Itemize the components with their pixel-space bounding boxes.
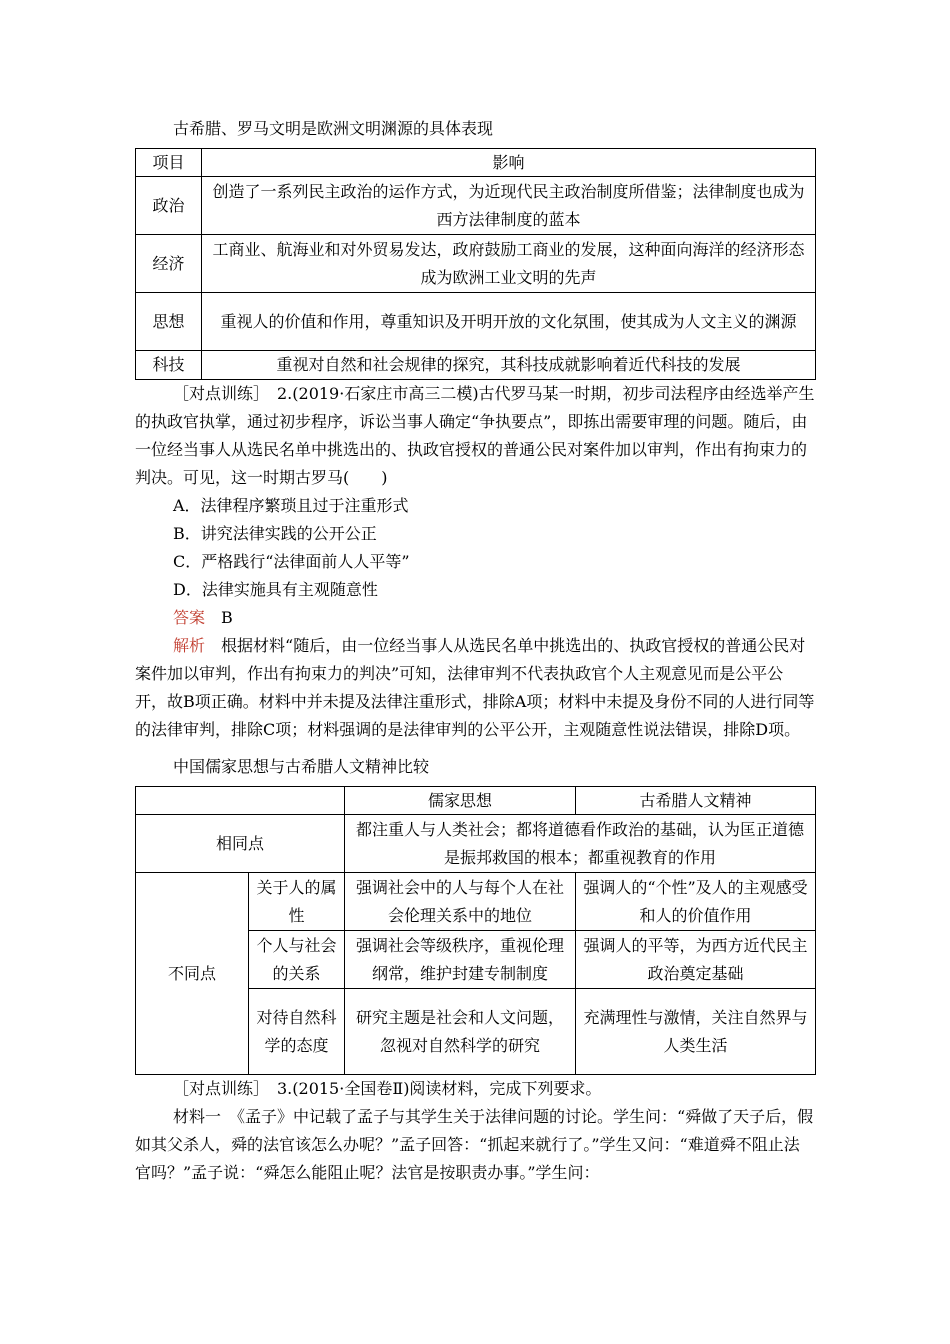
- option-c: C．严格践行“法律面前人人平等”: [173, 552, 410, 571]
- table1-item: 经济: [136, 235, 202, 293]
- question-3-stem: ［对点训练］ 3.(2015·全国卷Ⅱ)阅读材料，完成下列要求。: [173, 1079, 602, 1098]
- document-page: [135, 110, 815, 1187]
- similarities-label: 相同点: [136, 815, 345, 873]
- answer-label: 答案: [173, 608, 206, 627]
- table2-header-greek: 古希腊人文精神: [576, 787, 816, 815]
- greek-cell: 充满理性与激情，关注自然界与人类生活: [576, 989, 816, 1075]
- question-2-stem: ［对点训练］ 2.(2019·石家庄市高三二模)古代罗马某一时期，初步司法程序由经选举产生的执政官执掌，通过初步程序，诉讼当事人确定“争执要点”，即拣出需要审理的问题。随后，由一位经当事人从选民名单中挑选出的、执政官授权的普通公民对案件加以审判，作出有拘束力的判决。可见，这一时期古罗马( ): [135, 384, 815, 487]
- confucian-cell: 研究主题是社会和人文问题，忽视对自然科学的研究: [345, 989, 576, 1075]
- table2-header-confucian: 儒家思想: [345, 787, 576, 815]
- analysis-label: 解析: [173, 636, 206, 655]
- table1-item: 科技: [136, 351, 202, 380]
- answer-value: B: [205, 608, 233, 627]
- aspect-cell: 个人与社会的关系: [249, 931, 345, 989]
- table-row: [136, 177, 816, 235]
- table-row: [136, 873, 816, 931]
- table1-caption: 古希腊、罗马文明是欧洲文明渊源的具体表现: [173, 119, 494, 138]
- confucian-cell: 强调社会等级秩序，重视伦理纲常，维护封建专制制度: [345, 931, 576, 989]
- table-row: [136, 815, 816, 873]
- option-a: A．法律程序繁琐且过于注重形式: [173, 496, 409, 515]
- differences-label: 不同点: [136, 873, 249, 1075]
- table-row: [136, 235, 816, 293]
- analysis-text: 根据材料“随后，由一位经当事人从选民名单中挑选出的、执政官授权的普通公民对案件加以审判，作出有拘束力的判决”可知，法律审判不代表执政官个人主观意见而是公平公开，故B项正确。材料中并未提及法律注重形式，排除A项；材料中未提及身份不同的人进行同等的法律审判，排除C项；材料强调的是法律审判的公平公开，主观随意性说法错误，排除D项。: [135, 636, 815, 739]
- table2-blank-header: [136, 787, 345, 815]
- aspect-cell: 对待自然科学的态度: [249, 989, 345, 1075]
- similarities-text: 都注重人与人类社会；都将道德看作政治的基础，认为匡正道德是振邦救国的根本；都重视教育的作用: [345, 815, 816, 873]
- table1-effect: 重视人的价值和作用，尊重知识及开明开放的文化氛围，使其成为人文主义的渊源: [202, 293, 816, 351]
- table1-header-item: 项目: [136, 149, 202, 177]
- europe-civilization-table: [135, 148, 816, 380]
- table1-header-effect: 影响: [202, 149, 816, 177]
- analysis-paragraph: [135, 632, 815, 744]
- greek-cell: 强调人的平等，为西方近代民主政治奠定基础: [576, 931, 816, 989]
- greek-cell: 强调人的“个性”及人的主观感受和人的价值作用: [576, 873, 816, 931]
- table-row: [136, 351, 816, 380]
- confucian-greek-comparison-table: [135, 786, 816, 1075]
- table1-item: 政治: [136, 177, 202, 235]
- table1-effect: 创造了一系列民主政治的运作方式，为近现代民主政治制度所借鉴；法律制度也成为西方法律制度的蓝本: [202, 177, 816, 235]
- table-row: [136, 293, 816, 351]
- table1-item: 思想: [136, 293, 202, 351]
- answer-line: [135, 604, 815, 632]
- table1-effect: 重视对自然和社会规律的探究，其科技成就影响着近代科技的发展: [202, 351, 816, 380]
- option-d: D．法律实施具有主观随意性: [173, 580, 378, 599]
- aspect-cell: 关于人的属性: [249, 873, 345, 931]
- table2-caption: 中国儒家思想与古希腊人文精神比较: [173, 757, 430, 776]
- option-b: B．讲究法律实践的公开公正: [173, 524, 377, 543]
- material-one: 材料一 《孟子》中记载了孟子与其学生关于法律问题的讨论。学生问：“舜做了天子后，假如其父杀人，舜的法官该怎么办呢？”孟子回答：“抓起来就行了。”学生又问：“难道舜不阻止法官吗？”孟子说：“舜怎么能阻止呢？法官是按职责办事。”学生问：: [135, 1107, 814, 1182]
- confucian-cell: 强调社会中的人与每个人在社会伦理关系中的地位: [345, 873, 576, 931]
- table1-effect: 工商业、航海业和对外贸易发达，政府鼓励工商业的发展，这种面向海洋的经济形态成为欧洲工业文明的先声: [202, 235, 816, 293]
